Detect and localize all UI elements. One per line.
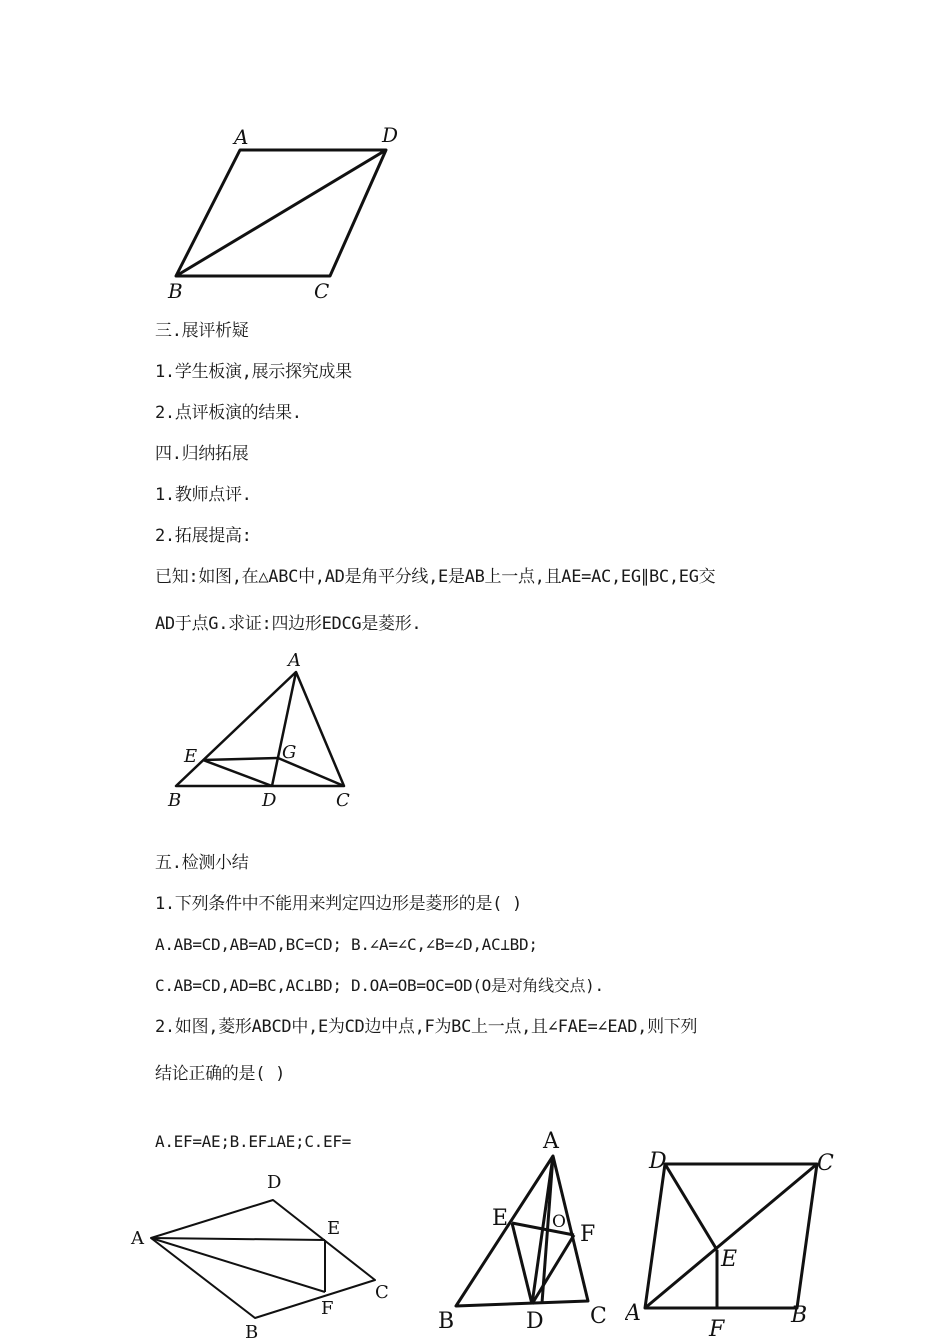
triangle-figure <box>160 648 370 813</box>
label-o: O <box>552 1212 566 1232</box>
label-b: B <box>168 279 183 303</box>
label-d: D <box>267 1172 282 1193</box>
label-a: A <box>131 1228 144 1249</box>
segment-eg <box>203 758 278 760</box>
q2-stem-line2: 结论正确的是( ) <box>155 1064 286 1084</box>
label-c: C <box>375 1282 389 1303</box>
kite-figure <box>125 1168 400 1342</box>
diagonal-ac <box>645 1164 817 1308</box>
label-b: B <box>245 1322 259 1342</box>
rhombus-figure <box>625 1138 850 1342</box>
label-c: C <box>817 1151 834 1176</box>
label-c: C <box>336 790 350 811</box>
problem-text-line1: 已知:如图,在△ABC中,AD是角平分线,E是AB上一点,且AE=AC,EG∥BC,EG交 <box>155 567 716 587</box>
label-e: E <box>327 1218 341 1239</box>
q1-stem: 1.下列条件中不能用来判定四边形是菱形的是( ) <box>155 894 522 914</box>
q1-options-line2: C.AB=CD,AD=BC,AC⊥BD; D.OA=OB=OC=OD(O是对角线交点). <box>155 976 604 995</box>
label-e: E <box>184 746 198 767</box>
label-a: A <box>234 125 249 149</box>
section5-title: 五.检测小结 <box>155 853 249 873</box>
label-a: A <box>288 650 301 671</box>
label-c: C <box>590 1304 607 1329</box>
triangle-efo-figure <box>430 1123 620 1342</box>
segment-ad <box>272 672 296 786</box>
kite-shape <box>151 1200 375 1318</box>
label-f: F <box>321 1298 334 1319</box>
label-b: B <box>168 790 182 811</box>
q1-options-line1: A.AB=CD,AB=AD,BC=CD; B.∠A=∠C,∠B=∠D,AC⊥BD; <box>155 935 538 954</box>
label-d: D <box>649 1149 667 1174</box>
triangle-abc <box>176 672 344 786</box>
segment-de <box>665 1164 717 1250</box>
segment-ed <box>203 760 272 786</box>
problem-text-line2: AD于点G.求证:四边形EDCG是菱形. <box>155 614 422 634</box>
section3-item-1: 1.学生板演,展示探究成果 <box>155 362 352 382</box>
label-a: A <box>543 1129 559 1154</box>
label-d: D <box>382 123 399 147</box>
q2-stem-line1: 2.如图,菱形ABCD中,E为CD边中点,F为BC上一点,且∠FAE=∠EAD,则下列 <box>155 1017 698 1037</box>
q2-options-partial: A.EF=AE;B.EF⊥AE;C.EF= <box>155 1132 351 1151</box>
label-d: D <box>262 790 277 811</box>
segment-af <box>151 1238 325 1292</box>
triangle-abc <box>456 1156 588 1306</box>
label-d: D <box>526 1309 544 1334</box>
label-e: E <box>492 1206 509 1231</box>
section4-item-1: 1.教师点评. <box>155 485 252 505</box>
segment-ed <box>512 1223 532 1304</box>
section3-title: 三.展评析疑 <box>155 321 249 341</box>
section3-item-2: 2.点评板演的结果. <box>155 403 302 423</box>
label-b: B <box>791 1303 808 1328</box>
section4-title: 四.归纳拓展 <box>155 444 249 464</box>
label-b: B <box>438 1309 455 1334</box>
label-g: G <box>282 742 297 763</box>
label-f: F <box>709 1317 725 1342</box>
segment-ae <box>151 1238 325 1240</box>
label-e: E <box>721 1247 738 1272</box>
parallelogram-figure <box>160 120 420 310</box>
label-f: F <box>580 1222 596 1247</box>
label-a: A <box>625 1301 641 1326</box>
section4-item-2: 2.拓展提高: <box>155 526 252 546</box>
label-c: C <box>314 279 330 303</box>
